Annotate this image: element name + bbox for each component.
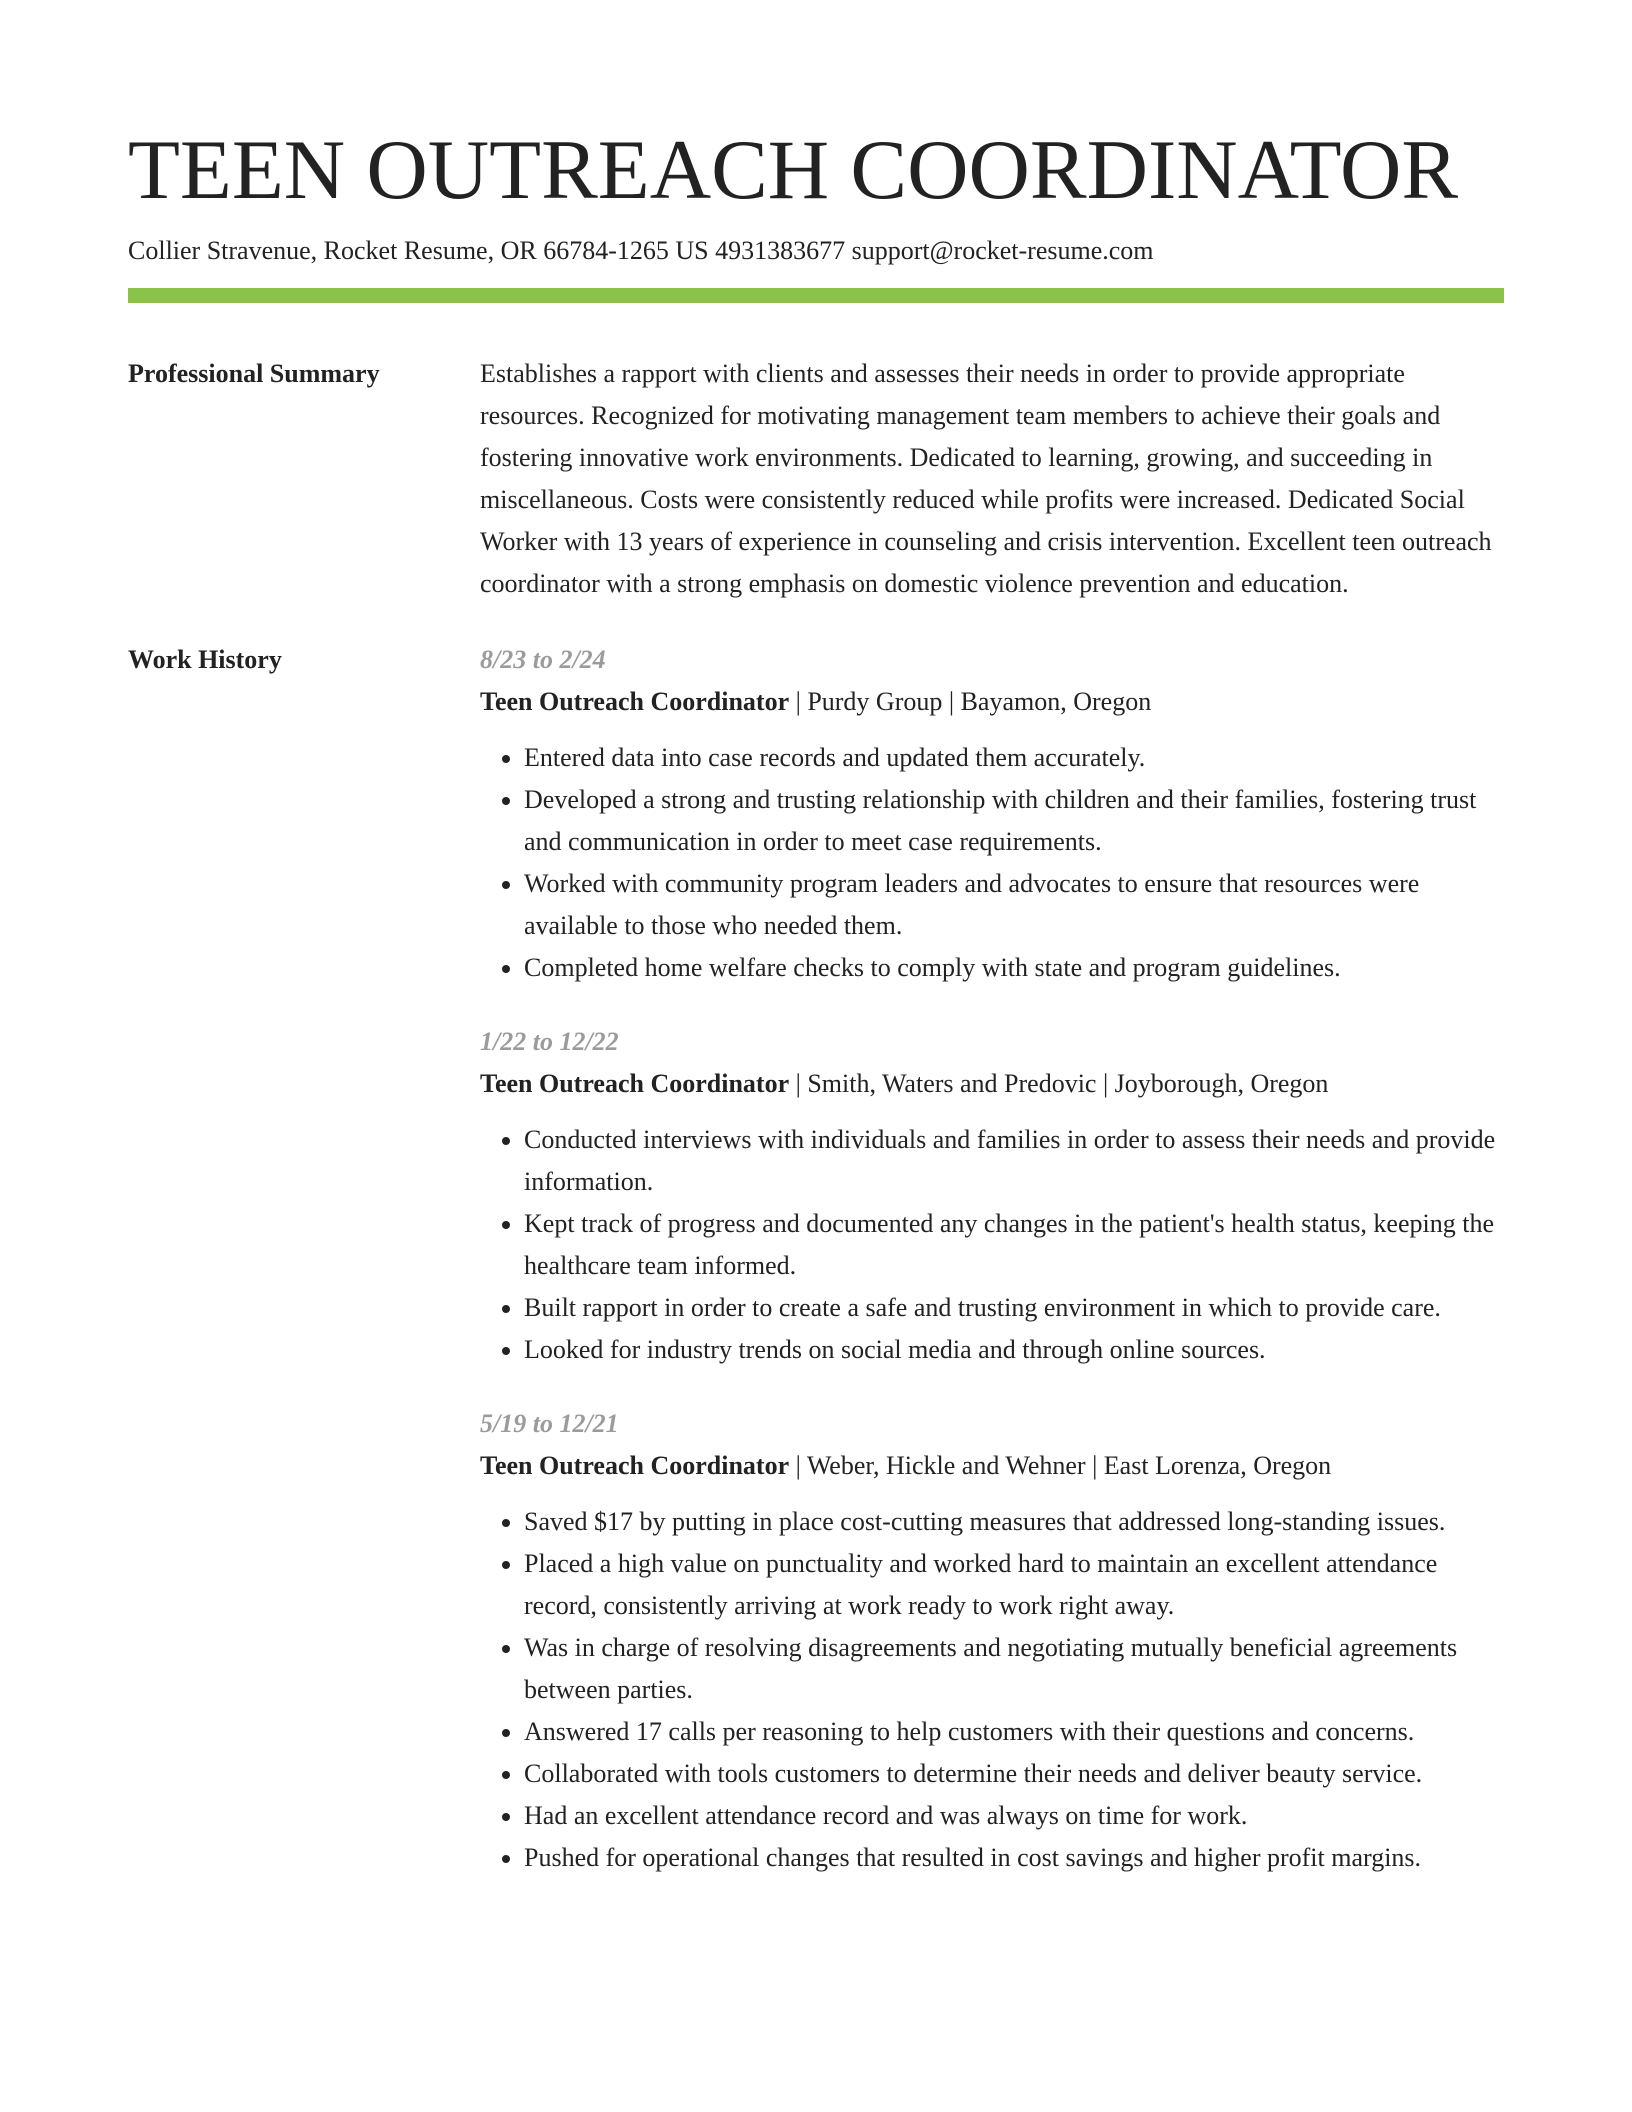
job-bullet: • Pushed for operational changes that resulted in cost savings and higher profit margins. (524, 1837, 1504, 1879)
job-title: Teen Outreach Coordinator (480, 1451, 790, 1480)
job-details: | Weber, Hickle and Wehner | East Lorenza, Oregon (789, 1451, 1332, 1480)
job-entry (480, 1021, 1504, 1371)
job-bullet: • Looked for industry trends on social media and through online sources. (524, 1329, 1504, 1371)
job-bullet: • Placed a high value on punctuality and worked hard to maintain an excellent attendance record, consistently arriving at work ready to work right away. (524, 1543, 1504, 1627)
job-bullets (480, 1119, 1504, 1371)
job-title: Teen Outreach Coordinator (480, 1069, 790, 1098)
work-history-section (128, 639, 1504, 1911)
job-bullet: • Worked with community program leaders and advocates to ensure that resources were available to those who needed them. (524, 863, 1504, 947)
job-bullets (480, 737, 1504, 989)
job-heading (480, 1445, 1504, 1487)
professional-summary-section (128, 353, 1504, 605)
section-label-work-history: Work History (128, 645, 282, 674)
job-details: | Purdy Group | Bayamon, Oregon (789, 687, 1152, 716)
job-bullet: • Answered 17 calls per reasoning to help customers with their questions and concerns. (524, 1711, 1504, 1753)
job-dates: 5/19 to 12/21 (480, 1409, 619, 1438)
job-bullet: • Saved $17 by putting in place cost-cutting measures that addressed long-standing issues. (524, 1501, 1504, 1543)
job-bullet: • Entered data into case records and updated them accurately. (524, 737, 1504, 779)
accent-divider (128, 288, 1504, 303)
resume-title: TEEN OUTREACH COORDINATOR (128, 123, 1459, 217)
contact-line: Collier Stravenue, Rocket Resume, OR 66784-1265 US 4931383677 support@rocket-resume.com (128, 236, 1154, 265)
job-bullet: • Had an excellent attendance record and was always on time for work. (524, 1795, 1504, 1837)
job-bullet: • Built rapport in order to create a safe and trusting environment in which to provide care. (524, 1287, 1504, 1329)
job-heading (480, 681, 1504, 723)
job-bullet: • Developed a strong and trusting relationship with children and their families, fostering trust and communication in order to meet case requirements. (524, 779, 1504, 863)
job-bullets (480, 1501, 1504, 1879)
job-dates: 8/23 to 2/24 (480, 645, 606, 674)
job-bullet: • Completed home welfare checks to comply with state and program guidelines. (524, 947, 1504, 989)
job-bullet: • Collaborated with tools customers to determine their needs and deliver beauty service. (524, 1753, 1504, 1795)
work-history-body (480, 639, 1504, 1911)
job-title: Teen Outreach Coordinator (480, 687, 790, 716)
job-bullet: • Was in charge of resolving disagreements and negotiating mutually beneficial agreements between parties. (524, 1627, 1504, 1711)
job-entry (480, 1403, 1504, 1879)
job-bullet: • Conducted interviews with individuals and families in order to assess their needs and provide information. (524, 1119, 1504, 1203)
section-label-summary: Professional Summary (128, 359, 380, 388)
summary-text: Establishes a rapport with clients and assesses their needs in order to provide appropriate resources. Recognized for motivating management team members to achieve their goals and fostering innovative work environments. Dedicated to learning, growing, and succeeding in miscellaneous. Costs were consistently reduced while profits were increased. Dedicated Social Worker with 13 years of experience in counseling and crisis intervention. Excellent teen outreach coordinator with a strong emphasis on domestic violence prevention and education. (480, 359, 1492, 598)
job-bullet: • Kept track of progress and documented any changes in the patient's health status, keeping the healthcare team informed. (524, 1203, 1504, 1287)
job-details: | Smith, Waters and Predovic | Joyborough, Oregon (789, 1069, 1329, 1098)
resume-page (128, 118, 1504, 1911)
job-dates: 1/22 to 12/22 (480, 1027, 619, 1056)
job-heading (480, 1063, 1504, 1105)
job-entry (480, 639, 1504, 989)
summary-body (480, 353, 1504, 605)
